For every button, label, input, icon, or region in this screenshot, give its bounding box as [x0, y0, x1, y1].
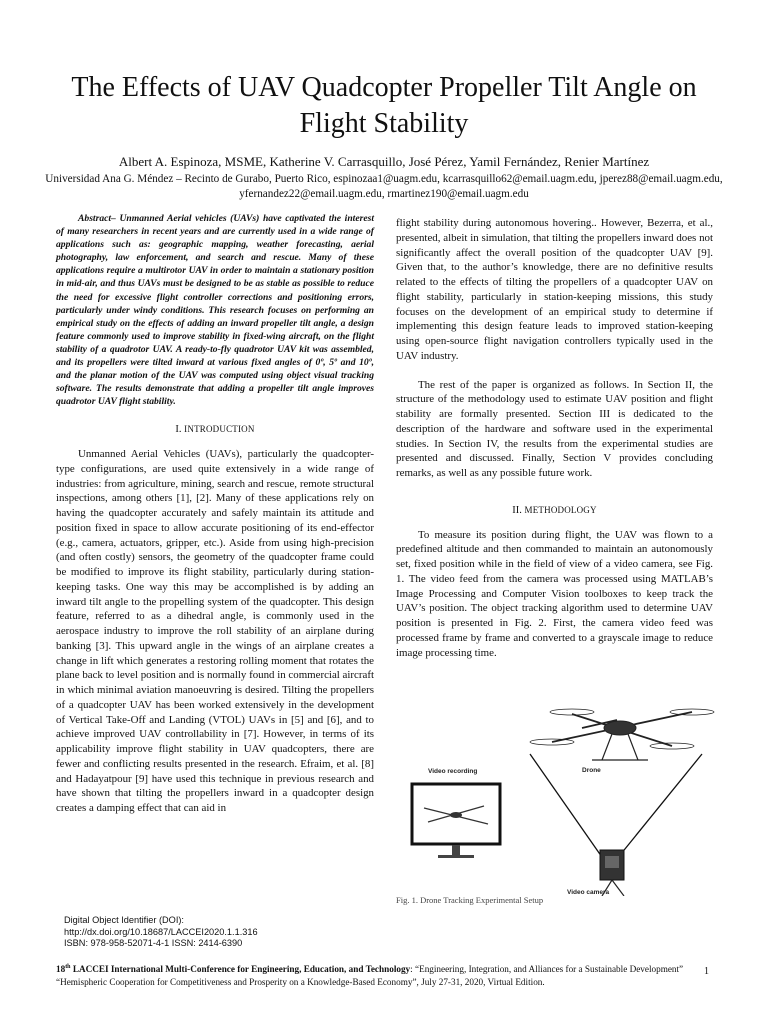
- doi-link[interactable]: http://dx.doi.org/10.18687/LACCEI2020.1.1.316: [64, 926, 258, 937]
- page-number: 1: [704, 966, 709, 977]
- drone-illustration: [530, 709, 714, 760]
- isbn-issn: ISBN: 978-958-52071-4-1 ISSN: 2414-6390: [64, 938, 243, 949]
- footer-edition-number: 18: [56, 964, 66, 975]
- author-list: Albert A. Espinoza, MSME, Katherine V. Carrasquillo, José Pérez, Yamil Fernández, Renier Martínez: [118, 154, 650, 169]
- section-heading-introduction: [56, 422, 374, 438]
- monitor-illustration: [412, 784, 500, 858]
- right-column: [396, 216, 713, 660]
- section-number: II.: [512, 504, 522, 516]
- doi-heading: Digital Object Identifier (DOI):: [64, 915, 184, 925]
- camera-field-of-view: [530, 754, 702, 860]
- abstract: Abstract– Unmanned Aerial vehicles (UAVs) have captivated the interest of many researchers in recent years and are currently used in a wide range of applications such as: geographic mapping, weather forecasting, aerial photography, law enforcement, and search and rescue. Many of these applications require a multirotor UAV in order to maintain a stationary position in mid-air, and thus UAVs must be designed to be as stable as possible to reduce the need for excessive flight controller corrections and positioning errors, particularly under windy conditions. This research focuses on performing an empirical study on the effects of adding an inward propeller tilt angle, a design feature commonly used to improve stability in fixed-wing aircraft, on the flight stability of a quadrotor UAV. A ready-to-fly quadrotor UAV kit was assembled, and its propellers were tilted inward at various fixed angles of 0º, 5º and 10º, and the planar motion of the UAV was computed using object visual tracking software. The results demonstrate that adding a propeller tilt angle improves quadrotor UAV flight stability.: [56, 213, 374, 408]
- conference-footer: [56, 961, 696, 988]
- footer-conference-name: LACCEI International Multi-Conference for Engineering, Education, and Technology: [72, 964, 411, 975]
- intro-paragraph: Unmanned Aerial Vehicles (UAVs), particularly the quadcopter-type configurations, are used quite extensively in a wide range of industries: from agriculture, mining, search and rescue, remote structural inspections, among others [1], [2]. Many of these applications rely on having the quadcopter accurately and safely maintain its attitude and position fixed in space to allow accurate positioning of its end-effector (e.g., camera, actuators, gripper, etc.). Aside from using high-precision (and often costly) sensors, the geometry of the quadcopter frame could be modified to improve its flight stability, particularly during station-keeping tasks. One way this may be accomplished is by adding an inward tilt angle to the propelling system of the quadcopter. This design feature, referred to as a dihedral angle, is commonly used in the aerospace industry to improve the roll stability of an airplane during banking [3]. This upward angle in the wings of an airplane creates a change in lift which generates a restoring rolling moment that rotates the plane back to level position and is normally found in commercial aircraft in which minimal aviation manoeuvring is desired. Tilting the propellers of a quadcopter UAV has been worked extensively in the development of Vertical Take-Off and Landing (VTOL) UAVs in [5] and [6], and to achieve improved UAV controllability in [7]. However, in terms of its applicability improve flight stability in UAV quadcopters, there are fewer and conflicting results presented in the research. Efraim, et al. [8] and Hadayatpour [9] have used this technique in previous research and have shown that tilting the propellers inward in a quadcopter design creates a damping effect that can aid in: [56, 448, 374, 815]
- affiliation-emails: Universidad Ana G. Méndez – Recinto de Gurabo, Puerto Rico, espinozaa1@uagm.edu, kcarrasquillo62@email.uagm.edu, jperez88@email.uagm.edu, yfernandez22@email.uagm.edu, rmartinez190@email.uagm.edu: [45, 173, 723, 200]
- methodology-paragraph: To measure its position during flight, the UAV was flown to a predefined altitude and then commanded to maintain an autonomously set, fixed position while in the field of view of a video camera, see Fig. 1. The video feed from the camera was processed using MATLAB’s Image Processing and Computer Vision toolboxes to keep track the UAV’s position. The object tracking algorithm used to determine UAV position is presented in Fig. 2. First, the camera video feed was processed frame by frame and converted to a grayscale image to reduce image processing time.: [396, 528, 713, 659]
- left-column: [56, 212, 374, 816]
- section-heading-methodology: [396, 503, 713, 519]
- section-title: INTRODUCTION: [184, 424, 255, 435]
- video-camera-label: Video camera: [567, 889, 610, 896]
- figure-caption: Fig. 1. Drone Tracking Experimental Setup: [396, 895, 544, 905]
- doi-block: [64, 915, 258, 950]
- footer-conference-details: : “Engineering, Integration, and Alliances for a Sustainable Development” “Hemispheric Cooperation for Competitiveness and Prosperity on a Knowledge-Based Economy”, July 27-31, 2020, Virtual Edition.: [56, 964, 684, 987]
- section-number: I.: [175, 424, 182, 436]
- outline-paragraph: The rest of the paper is organized as follows. In Section II, the structure of the methodology used to estimate UAV position and flight stability are formally presented. Section III is dedicated to the description of the hardware and software used in the experimental studies. In Section IV, the results from the experimental studies are presented and discussed. Finally, Section V provides concluding remarks, as well as any possible future work.: [396, 378, 713, 479]
- intro-paragraph-continued: flight stability during autonomous hovering.. However, Bezerra, et al., presented, albeit in simulation, that tilting the propellers inward does not significantly affect the overall position of the quadcopter UAV [9]. Given that, to the author’s knowledge, there are no definitive results related to the effects of tilting the propellers of a quadcopter UAV on flight stability, particularly in station-keeping missions, this study focuses on the development of an empirical study to determine if implementing this design feature leads to improved station-keeping using open-source flight navigation controllers typically used in the UAV industry.: [396, 217, 713, 362]
- drone-label: Drone: [582, 767, 601, 774]
- experimental-setup-figure: [402, 690, 720, 896]
- footer-ordinal: th: [65, 964, 71, 970]
- video-recording-label: Video recording: [428, 768, 478, 775]
- paper-title: The Effects of UAV Quadcopter Propeller Tilt Angle on Flight Stability: [71, 72, 697, 139]
- section-title: METHODOLOGY: [524, 504, 597, 515]
